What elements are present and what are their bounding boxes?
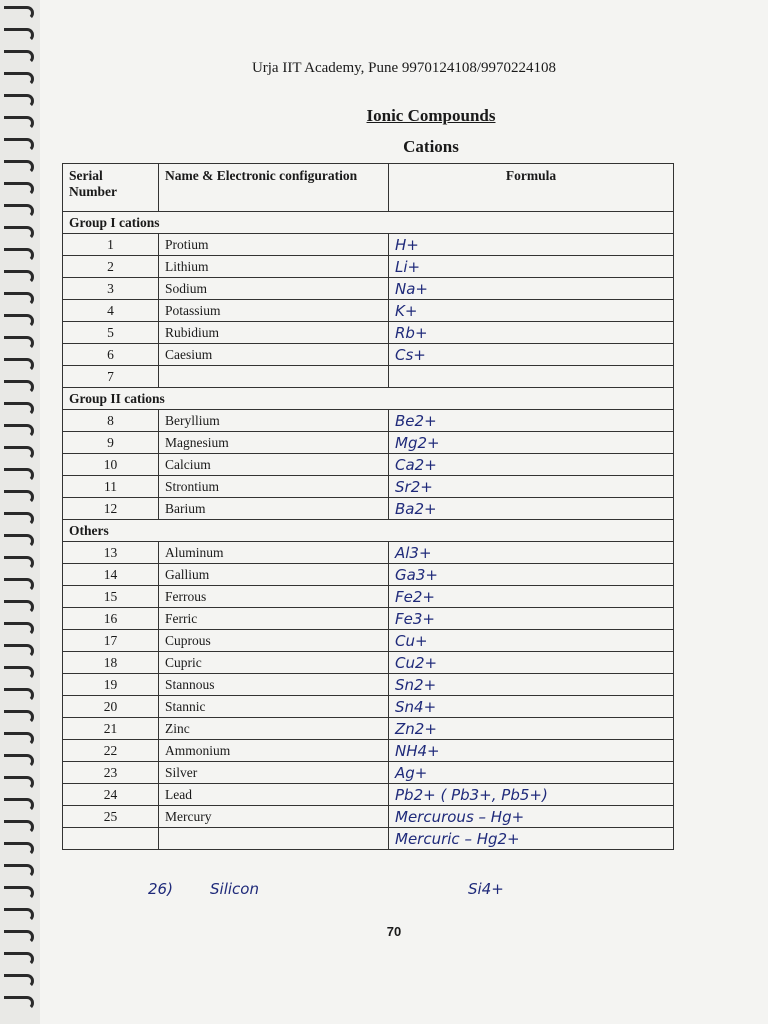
spiral-ring xyxy=(4,50,34,64)
serial-cell: 7 xyxy=(63,366,159,388)
spiral-ring xyxy=(4,380,34,394)
spiral-binding xyxy=(0,0,40,1024)
handwritten-formula: Si4+ xyxy=(468,880,504,898)
spiral-ring xyxy=(4,248,34,262)
group-label: Group I cations xyxy=(63,212,674,234)
spiral-ring xyxy=(4,292,34,306)
table-row xyxy=(63,278,674,300)
name-cell: Magnesium xyxy=(159,432,389,454)
table-row xyxy=(63,476,674,498)
serial-cell: 24 xyxy=(63,784,159,806)
group-row xyxy=(63,388,674,410)
spiral-ring xyxy=(4,732,34,746)
table-body xyxy=(63,212,674,850)
serial-cell: 6 xyxy=(63,344,159,366)
name-cell: Cuprous xyxy=(159,630,389,652)
name-cell: Aluminum xyxy=(159,542,389,564)
formula-cell: Rb+ xyxy=(389,322,674,344)
table-row xyxy=(63,344,674,366)
formula-cell: Mg2+ xyxy=(389,432,674,454)
name-cell: Beryllium xyxy=(159,410,389,432)
spiral-ring xyxy=(4,336,34,350)
table-row xyxy=(63,256,674,278)
serial-cell: 2 xyxy=(63,256,159,278)
table-row xyxy=(63,366,674,388)
formula-cell: Cu2+ xyxy=(389,652,674,674)
name-cell: Stannous xyxy=(159,674,389,696)
handwritten-name: Silicon xyxy=(210,880,259,898)
name-cell: Stannic xyxy=(159,696,389,718)
name-cell: Mercury xyxy=(159,806,389,828)
name-cell: Caesium xyxy=(159,344,389,366)
spiral-ring xyxy=(4,688,34,702)
cations-table xyxy=(62,163,674,850)
handwritten-serial: 26) xyxy=(148,880,173,898)
table-row xyxy=(63,718,674,740)
name-cell: Barium xyxy=(159,498,389,520)
formula-cell: Al3+ xyxy=(389,542,674,564)
name-cell: Silver xyxy=(159,762,389,784)
spiral-ring xyxy=(4,512,34,526)
spiral-ring xyxy=(4,116,34,130)
spiral-ring xyxy=(4,468,34,482)
formula-cell: Mercurous – Hg+ xyxy=(389,806,674,828)
table-row xyxy=(63,498,674,520)
group-label: Group II cations xyxy=(63,388,674,410)
name-cell: Strontium xyxy=(159,476,389,498)
spiral-ring xyxy=(4,776,34,790)
formula-cell: NH4+ xyxy=(389,740,674,762)
formula-cell: K+ xyxy=(389,300,674,322)
table-row xyxy=(63,410,674,432)
spiral-ring xyxy=(4,710,34,724)
group-label: Others xyxy=(63,520,674,542)
name-cell: Calcium xyxy=(159,454,389,476)
formula-cell: Li+ xyxy=(389,256,674,278)
name-cell: Protium xyxy=(159,234,389,256)
spiral-ring xyxy=(4,402,34,416)
spiral-ring xyxy=(4,534,34,548)
table-row xyxy=(63,762,674,784)
spiral-ring xyxy=(4,930,34,944)
page-number: 70 xyxy=(386,924,402,939)
name-cell: Lead xyxy=(159,784,389,806)
spiral-ring xyxy=(4,820,34,834)
formula-cell: Pb2+ ( Pb3+, Pb5+) xyxy=(389,784,674,806)
formula-cell: Ba2+ xyxy=(389,498,674,520)
formula-cell: Zn2+ xyxy=(389,718,674,740)
formula-cell xyxy=(389,366,674,388)
serial-cell: 25 xyxy=(63,806,159,828)
serial-cell: 15 xyxy=(63,586,159,608)
name-cell: Ammonium xyxy=(159,740,389,762)
formula-cell: Cu+ xyxy=(389,630,674,652)
serial-cell: 5 xyxy=(63,322,159,344)
serial-cell: 22 xyxy=(63,740,159,762)
spiral-ring xyxy=(4,72,34,86)
group-row xyxy=(63,212,674,234)
spiral-ring xyxy=(4,160,34,174)
formula-cell: Ga3+ xyxy=(389,564,674,586)
serial-cell: 19 xyxy=(63,674,159,696)
table-row xyxy=(63,234,674,256)
spiral-ring xyxy=(4,996,34,1010)
serial-cell: 16 xyxy=(63,608,159,630)
serial-cell: 4 xyxy=(63,300,159,322)
name-cell: Ferrous xyxy=(159,586,389,608)
table-row xyxy=(63,300,674,322)
spiral-ring xyxy=(4,138,34,152)
formula-cell: Sr2+ xyxy=(389,476,674,498)
serial-cell: 23 xyxy=(63,762,159,784)
serial-cell xyxy=(63,828,159,850)
table-row xyxy=(63,608,674,630)
spiral-ring xyxy=(4,578,34,592)
spiral-ring xyxy=(4,974,34,988)
spiral-ring xyxy=(4,798,34,812)
name-cell: Ferric xyxy=(159,608,389,630)
serial-cell: 18 xyxy=(63,652,159,674)
group-row xyxy=(63,520,674,542)
table-row xyxy=(63,564,674,586)
serial-cell: 13 xyxy=(63,542,159,564)
serial-cell: 21 xyxy=(63,718,159,740)
spiral-ring xyxy=(4,842,34,856)
table-row xyxy=(63,674,674,696)
table-header-row xyxy=(63,164,674,212)
serial-cell: 20 xyxy=(63,696,159,718)
serial-cell: 14 xyxy=(63,564,159,586)
spiral-ring xyxy=(4,358,34,372)
spiral-ring xyxy=(4,226,34,240)
spiral-ring xyxy=(4,6,34,20)
formula-cell: H+ xyxy=(389,234,674,256)
table-row xyxy=(63,322,674,344)
formula-cell: Be2+ xyxy=(389,410,674,432)
name-cell xyxy=(159,828,389,850)
spiral-ring xyxy=(4,94,34,108)
serial-cell: 11 xyxy=(63,476,159,498)
page-header: Urja IIT Academy, Pune 9970124108/9970224108 xyxy=(251,60,557,76)
spiral-ring xyxy=(4,556,34,570)
formula-cell: Fe2+ xyxy=(389,586,674,608)
name-cell: Rubidium xyxy=(159,322,389,344)
table-row xyxy=(63,454,674,476)
formula-cell: Fe3+ xyxy=(389,608,674,630)
serial-cell: 9 xyxy=(63,432,159,454)
spiral-ring xyxy=(4,314,34,328)
spiral-ring xyxy=(4,600,34,614)
spiral-ring xyxy=(4,446,34,460)
spiral-ring xyxy=(4,886,34,900)
name-cell: Potassium xyxy=(159,300,389,322)
name-cell xyxy=(159,366,389,388)
formula-cell: Cs+ xyxy=(389,344,674,366)
spiral-ring xyxy=(4,182,34,196)
serial-cell: 10 xyxy=(63,454,159,476)
formula-cell: Ca2+ xyxy=(389,454,674,476)
table-row xyxy=(63,586,674,608)
spiral-ring xyxy=(4,424,34,438)
serial-cell: 12 xyxy=(63,498,159,520)
table-row xyxy=(63,652,674,674)
table-row xyxy=(63,740,674,762)
serial-cell: 17 xyxy=(63,630,159,652)
name-cell: Sodium xyxy=(159,278,389,300)
table-row xyxy=(63,432,674,454)
name-cell: Gallium xyxy=(159,564,389,586)
table-row xyxy=(63,828,674,850)
table-row xyxy=(63,542,674,564)
formula-cell: Mercuric – Hg2+ xyxy=(389,828,674,850)
formula-cell: Ag+ xyxy=(389,762,674,784)
spiral-ring xyxy=(4,490,34,504)
name-cell: Zinc xyxy=(159,718,389,740)
table-row xyxy=(63,784,674,806)
serial-cell: 3 xyxy=(63,278,159,300)
header-formula: Formula xyxy=(389,164,674,212)
header-name: Name & Electronic configuration xyxy=(159,164,389,212)
formula-cell: Sn4+ xyxy=(389,696,674,718)
page-subtitle: Cations xyxy=(403,137,459,156)
page-title: Ionic Compounds xyxy=(366,106,496,125)
spiral-ring xyxy=(4,28,34,42)
name-cell: Cupric xyxy=(159,652,389,674)
spiral-ring xyxy=(4,754,34,768)
spiral-ring xyxy=(4,270,34,284)
spiral-ring xyxy=(4,908,34,922)
table-row xyxy=(63,696,674,718)
name-cell: Lithium xyxy=(159,256,389,278)
header-serial: Serial Number xyxy=(63,164,159,212)
formula-cell: Sn2+ xyxy=(389,674,674,696)
spiral-ring xyxy=(4,644,34,658)
spiral-ring xyxy=(4,622,34,636)
formula-cell: Na+ xyxy=(389,278,674,300)
table-row xyxy=(63,806,674,828)
table-row xyxy=(63,630,674,652)
spiral-ring xyxy=(4,666,34,680)
serial-cell: 1 xyxy=(63,234,159,256)
spiral-ring xyxy=(4,864,34,878)
spiral-ring xyxy=(4,952,34,966)
serial-cell: 8 xyxy=(63,410,159,432)
spiral-ring xyxy=(4,204,34,218)
